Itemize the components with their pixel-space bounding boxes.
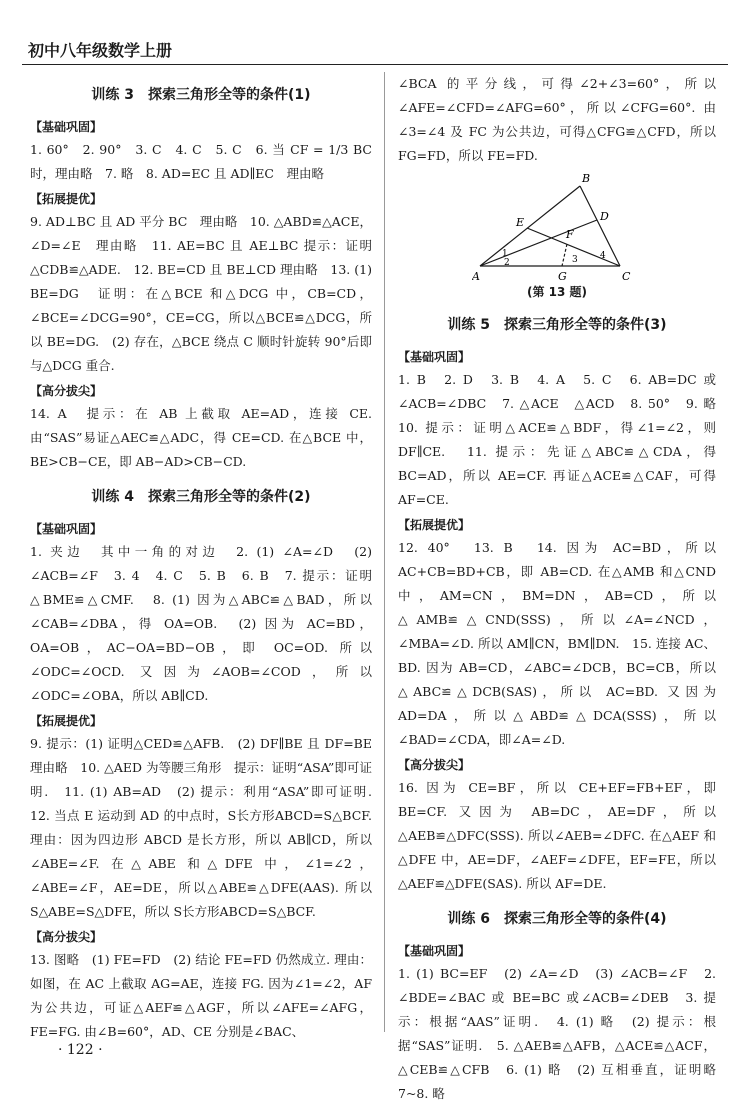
page-number: · 122 · bbox=[58, 1042, 103, 1058]
triangle-figure bbox=[472, 172, 642, 284]
t3-basic-label: 【基础巩固】 bbox=[30, 120, 103, 134]
t5-basic-text: 1. B 2. D 3. B 4. A 5. C 6. AB=DC 或∠ACB=∠DBC 7. △ACE △ACD 8. 50° 9. 略 10. 提示：证明△ACE≌△BDF，得∠1=∠2，则 DF∥CE. 11. 提示：先证△ABC≌△CDA，得 BC=AD，所以 AE=CF. 再证△ACE≌△CAF，可得 AF=CE. bbox=[398, 372, 729, 507]
angle-3: 3 bbox=[572, 255, 578, 265]
label-c: C bbox=[622, 270, 631, 283]
t4-continued-text: ∠BCA 的平分线，可得∠2+∠3=60°，所以∠AFE=∠CFD=∠AFG=60°，所以∠CFG=60°. 由∠3=∠4 及 FC 为公共边，可得△CFG≌△CFD，所以 FG=FD，所以 FE=FD. bbox=[398, 76, 716, 163]
label-a: A bbox=[472, 270, 480, 283]
label-f: F bbox=[566, 228, 574, 241]
label-d: D bbox=[600, 210, 609, 223]
segment-ad bbox=[480, 220, 597, 266]
t3-basic-text: 1. 60° 2. 90° 3. C 4. C 5. C 6. 当 CF = 1/3 BC 时，理由略 7. 略 8. AD=EC 且 AD∥EC 理由略 bbox=[30, 142, 372, 181]
t5-advanced-text: 16. 因为 CE=BF，所以 CE+EF=FB+EF，即 BE=CF. 又因为 AB=DC，AE=DF，所以△AEB≌△DFC(SSS). 所以∠AEB=∠DFC. 在△AEF 和△DFE 中，AE=DF，∠AEF=∠DFE，EF=FE，所以△AEF≌△DFE(SAS). 所以 AF=DE. bbox=[398, 780, 716, 891]
t5-extend-text: 12. 40° 13. B 14. 因为 AC=BD，所以 AC+CB=BD+CB，即 AB=CD. 在△AMB 和△CND 中，AM=CN，BM=DN，AB=CD，所以△AMB≌△CND(SSS)，所以∠A=∠NCD，∠MBA=∠D. 所以 AM∥CN，BM∥DN. 15. 连接 AC、BD. 因为 AB=CD，∠ABC=∠DCB，BC=CB，所以△ABC≌△DCB(SAS)，所以 AC=BD. 又因为 AD=DA，所以△ABD≌△DCA(SSS)，所以∠BAD=∠CDA，即∠A=∠D. bbox=[398, 540, 716, 747]
training-6-heading: 训练 6 探索三角形全等的条件(4) bbox=[447, 911, 667, 927]
t6-basic-text: 1. (1) BC=EF (2) ∠A=∠D (3) ∠ACB=∠F 2. ∠BDE=∠BAC 或 BE=BC 或∠ACB=∠DEB 3. 提示：根据“AAS”证明. 4. (1) 略 (2) 提示：根据“SAS”证明. 5. △AEB≌△AFB，△ACE≌△ACF，△CEB≌△CFB 6. (1) 略 (2) 互相垂直，证明略 7~8. 略 bbox=[398, 966, 729, 1101]
t4-extend-label: 【拓展提优】 bbox=[30, 714, 103, 728]
training-5-heading: 训练 5 探索三角形全等的条件(3) bbox=[447, 317, 667, 333]
t5-extend-label: 【拓展提优】 bbox=[398, 518, 471, 532]
label-b: B bbox=[582, 172, 591, 185]
t3-extend-label: 【拓展提优】 bbox=[30, 192, 103, 206]
angle-4: 4 bbox=[600, 251, 606, 261]
t3-advanced-text: 14. A 提示：在 AB 上截取 AE=AD，连接 CE. 由“SAS”易证△AEC≌△ADC，得 CE=CD. 在△BCE 中，BE>CB−CE，即 AB−AD>CB−CD. bbox=[30, 406, 372, 469]
t4-advanced-label: 【高分拔尖】 bbox=[30, 930, 103, 944]
header-rule bbox=[22, 64, 728, 65]
t3-extend-text: 9. AD⊥BC 且 AD 平分 BC 理由略 10. △ABD≌△ACE，∠D=∠E 理由略 11. AE=BC 且 AE⊥BC 提示：证明△CDB≌△ADE. 12. BE=CD 且 BE⊥CD 理由略 13. (1) BE=DG 证明：在△BCE 和△DCG 中，CB=CD，∠BCE=∠DCG=90°，CE=CG，所以△BCE≌△DCG，所以 BE=DG. (2) 存在，△BCE 绕点 C 顺时针旋转 90°后即与△DCG 重合. bbox=[30, 214, 372, 373]
training-3-heading: 训练 3 探索三角形全等的条件(1) bbox=[91, 87, 311, 103]
figure-caption: (第 13 题) bbox=[526, 285, 588, 299]
right-column bbox=[398, 72, 729, 1106]
t4-basic-text: 1. 夹边 其中一角的对边 2. (1) ∠A=∠D (2) ∠ACB=∠F 3. 4 4. C 5. B 6. B 7. 提示：证明△BME≌△CMF. 8. (1) 因为△ABC≌△BAD，所以∠CAB=∠DBA，得 OA=OB. (2) 因为 AC=BD，OA=OB，AC−OA=BD−OB，即 OC=OD. 所以∠ODC=∠OCD. 又因为∠AOB=∠COD，所以∠ODC=∠OBA，所以 AB∥CD. bbox=[30, 544, 372, 703]
angle-1: 1 bbox=[502, 249, 508, 259]
t4-extend-text: 9. 提示：(1) 证明△CED≌△AFB. (2) DF∥BE 且 DF=BE 理由略 10. △AED 为等腰三角形 提示：证明“ASA”即可证明. 11. (1) AB=AD (2) 提示：利用“ASA”即可证明. 12. 当点 E 运动到 AD 的中点时，S长方形ABCD=S△BCF. 理由：因为四边形 ABCD 是长方形，所以 AB∥CD，所以∠ABE=∠F. 在△ABE 和△DFE 中，∠1=∠2，∠ABE=∠F，AE=DE，所以△ABE≌△DFE(AAS). 所以 S△ABE=S△DFE，所以 S长方形ABCD=S△BCF. bbox=[30, 736, 385, 919]
left-column bbox=[30, 72, 385, 1044]
t5-basic-label: 【基础巩固】 bbox=[398, 350, 471, 364]
label-e: E bbox=[516, 216, 525, 229]
book-title: 初中八年级数学上册 bbox=[28, 41, 173, 60]
training-4-heading: 训练 4 探索三角形全等的条件(2) bbox=[91, 489, 311, 505]
t5-advanced-label: 【高分拔尖】 bbox=[398, 758, 471, 772]
angle-2: 2 bbox=[504, 258, 510, 268]
label-g: G bbox=[558, 270, 567, 283]
segment-fg bbox=[562, 244, 567, 266]
t4-basic-label: 【基础巩固】 bbox=[30, 522, 103, 536]
column-divider bbox=[384, 72, 385, 1032]
t3-advanced-label: 【高分拔尖】 bbox=[30, 384, 103, 398]
t4-advanced-text: 13. 图略 (1) FE=FD (2) 结论 FE=FD 仍然成立. 理由：如图，在 AC 上截取 AG=AE，连接 FG. 因为∠1=∠2，AF 为公共边，可证△AEF≌△AGF，所以∠AFE=∠AFG，FE=FG. 由∠B=60°，AD、CE 分别是∠BAC、 bbox=[30, 952, 372, 1039]
t6-basic-label: 【基础巩固】 bbox=[398, 944, 471, 958]
